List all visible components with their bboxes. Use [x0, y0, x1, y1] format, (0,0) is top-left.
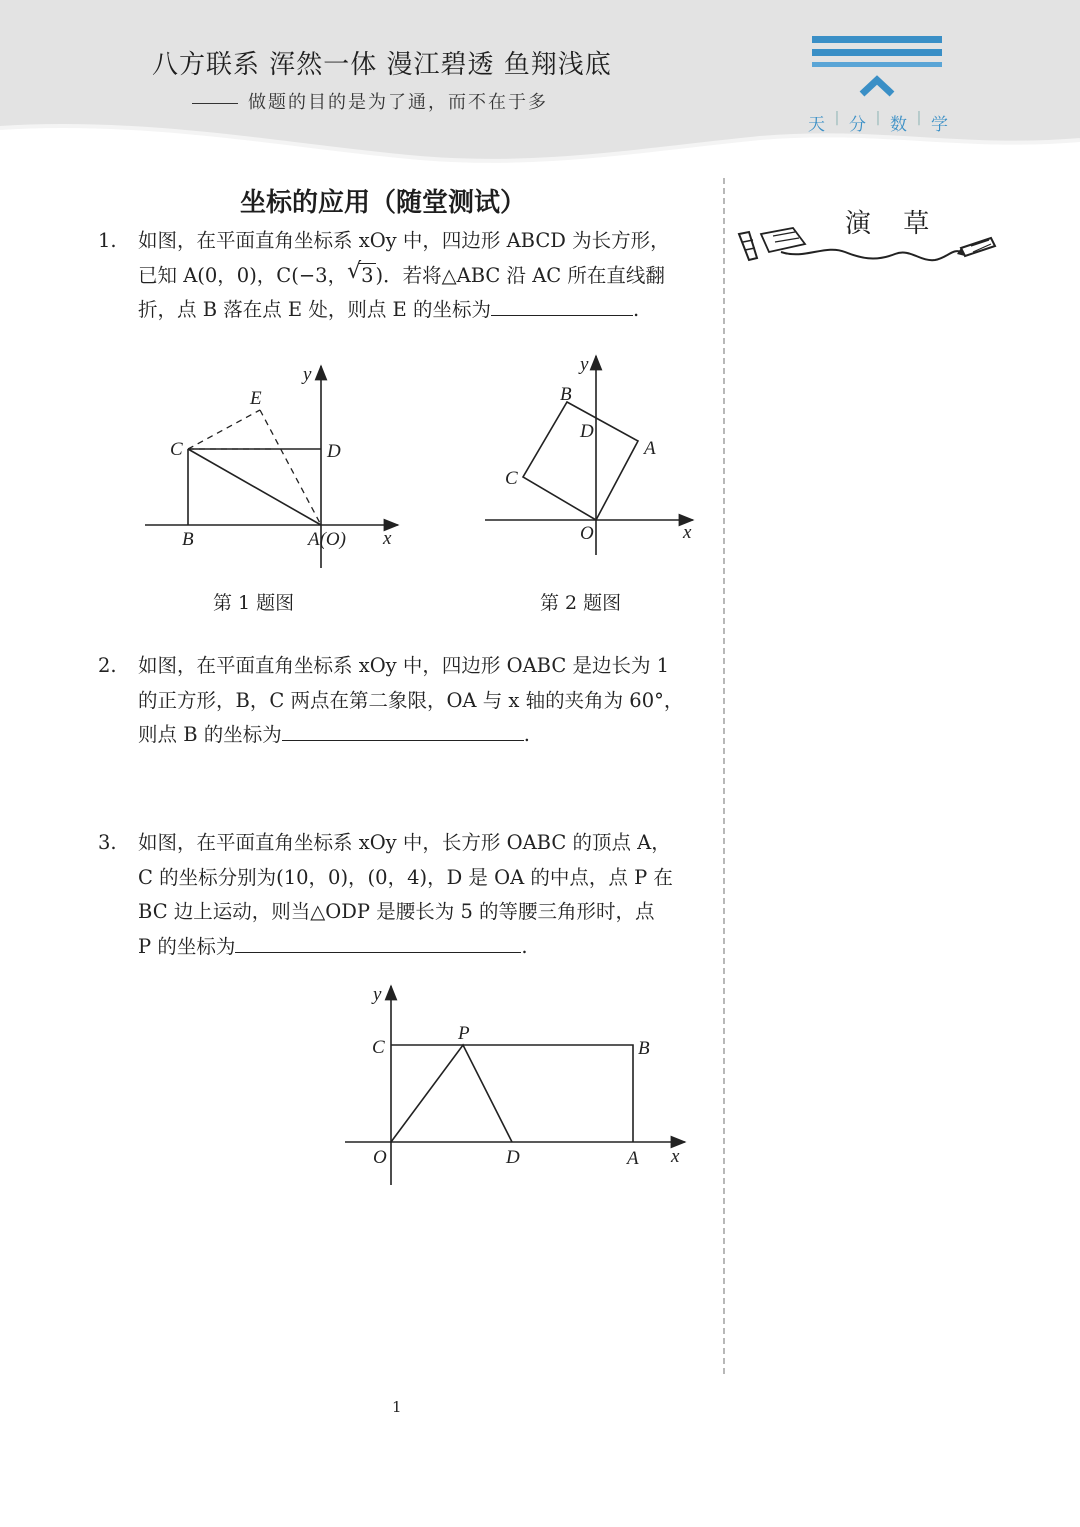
- label-AO: A(O): [308, 529, 346, 550]
- question-number: 1.: [98, 229, 117, 252]
- pen-scribble-icon: [735, 222, 1000, 272]
- label-C: C: [372, 1037, 385, 1058]
- question-text-line: [138, 718, 698, 753]
- label-O: O: [580, 523, 594, 544]
- brand-char-4: 学: [931, 115, 948, 135]
- submotto-text: 做题的目的是为了通，而不在于多: [248, 92, 548, 113]
- question-1: [98, 224, 698, 328]
- sqrt-sign: √: [347, 258, 362, 284]
- header-motto: 八方联系 浑然一体 漫江碧透 鱼翔浅底: [152, 50, 612, 80]
- question-end-mark: .: [633, 298, 640, 321]
- diagonal-CA: [188, 449, 321, 525]
- answer-blank[interactable]: [235, 931, 521, 953]
- question-text-fragment: 已知 A(0，0)，C(−3，: [138, 263, 348, 287]
- figure-2-caption: 第 2 题图: [540, 592, 622, 614]
- label-A: A: [627, 1148, 639, 1169]
- label-y: y: [303, 364, 312, 385]
- label-O: O: [373, 1147, 387, 1168]
- brand-separator: |: [834, 110, 840, 126]
- label-D: D: [580, 421, 594, 442]
- label-C: C: [170, 439, 183, 460]
- question-number: 2.: [98, 654, 117, 677]
- label-A: A: [644, 438, 656, 459]
- question-text-fragment: 折，点 B 落在点 E 处，则点 E 的坐标为: [138, 298, 491, 321]
- column-divider: [723, 178, 725, 1374]
- brand-char-3: 数: [890, 115, 907, 135]
- figure-1: [140, 360, 420, 579]
- brand-separator: |: [916, 110, 922, 126]
- brand-separator: |: [875, 110, 881, 126]
- submotto-dash: [192, 103, 238, 104]
- question-text-line: 如图，在平面直角坐标系 xOy 中，长方形 OABC 的顶点 A，: [138, 831, 671, 854]
- question-text-fragment: )．若将△ABC 沿 AC 所在直线翻: [375, 263, 665, 287]
- figure-2: [480, 350, 705, 564]
- label-x: x: [383, 528, 392, 549]
- question-2: [98, 649, 698, 753]
- label-B: B: [182, 529, 194, 550]
- question-text-line: 的正方形，B，C 两点在第二象限，OA 与 x 轴的夹角为 60°，: [138, 688, 684, 712]
- answer-blank[interactable]: [491, 294, 633, 316]
- dashed-CE: [188, 410, 260, 449]
- label-y: y: [580, 354, 589, 375]
- question-text-line: 如图，在平面直角坐标系 xOy 中，四边形 OABC 是边长为 1: [138, 654, 670, 677]
- brand-char-1: 天: [808, 115, 825, 135]
- question-3: [98, 826, 698, 964]
- label-B: B: [638, 1038, 650, 1059]
- question-number: 3.: [98, 831, 117, 854]
- question-text-fragment: 则点 B 的坐标为: [138, 723, 282, 746]
- answer-blank[interactable]: [282, 719, 524, 741]
- label-E: E: [250, 388, 262, 409]
- brand-char-2: 分: [849, 115, 866, 135]
- question-text-line: C 的坐标分别为(10，0)，(0，4)，D 是 OA 的中点，点 P 在: [138, 865, 673, 889]
- header-submotto: [192, 88, 548, 114]
- label-B: B: [560, 384, 572, 405]
- sqrt-expression: [347, 259, 375, 294]
- figure-1-caption: 第 1 题图: [213, 592, 295, 614]
- page-number: 1: [392, 1398, 402, 1416]
- triangle-ODP: [391, 1045, 512, 1142]
- question-text-line: 如图，在平面直角坐标系 xOy 中，四边形 ABCD 为长方形，: [138, 229, 670, 252]
- label-y: y: [373, 984, 382, 1005]
- label-D: D: [327, 441, 341, 462]
- brand-name: [808, 110, 948, 135]
- label-x: x: [683, 522, 692, 543]
- question-text-fragment: P 的坐标为: [138, 934, 236, 958]
- page-title: 坐标的应用（随堂测试）: [240, 188, 527, 218]
- sqrt-radicand: 3: [361, 263, 374, 287]
- label-x: x: [671, 1146, 680, 1167]
- question-end-mark: .: [523, 723, 530, 746]
- draft-label: 演 草: [845, 209, 942, 239]
- question-text-line: [138, 930, 698, 965]
- question-text-line: BC 边上运动，则当△ODP 是腰长为 5 的等腰三角形时，点: [138, 900, 655, 923]
- question-end-mark: .: [521, 934, 528, 958]
- figure-3: [340, 980, 690, 1194]
- square-OABC: [523, 402, 638, 520]
- label-D: D: [506, 1147, 520, 1168]
- question-text-line: [138, 259, 698, 294]
- label-P: P: [458, 1023, 470, 1044]
- question-text-line: [138, 293, 698, 328]
- label-C: C: [505, 468, 518, 489]
